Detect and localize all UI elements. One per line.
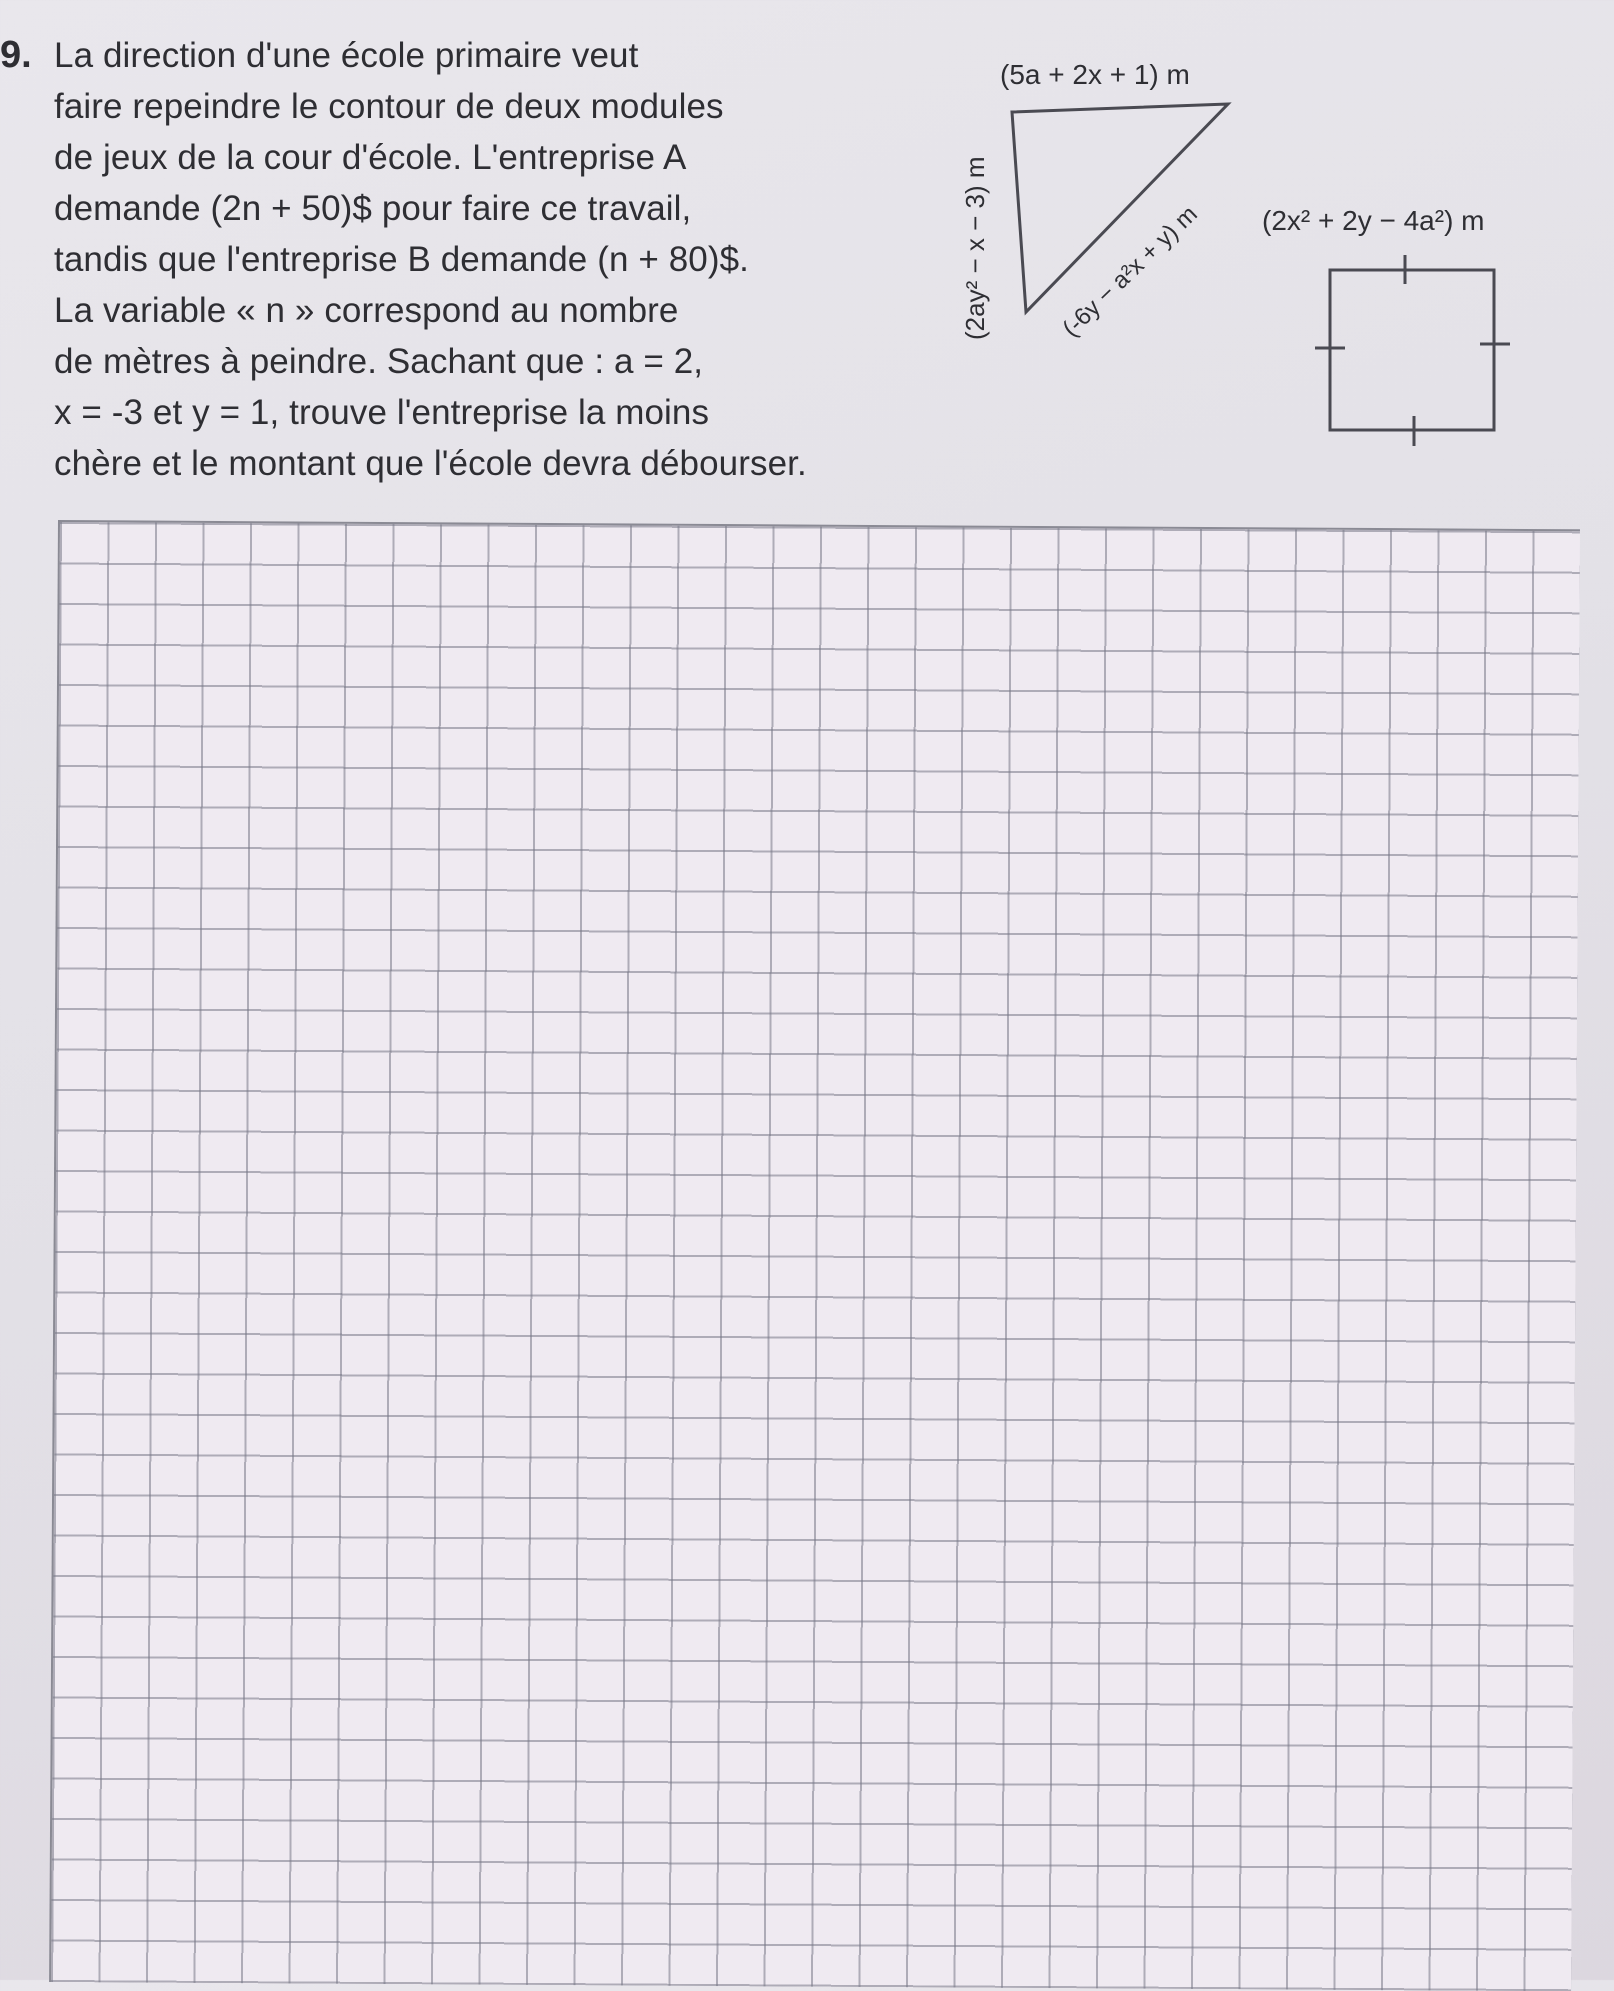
problem-line: La variable « n » correspond au nombre [54,291,679,330]
square-side-label: (2x² + 2y − 4a²) m [1262,205,1485,236]
problem-line: La direction d'une école primaire veut [54,36,639,75]
figures [0,0,1614,520]
square-figure [1262,205,1510,446]
triangle-hyp-label: (-6y − a²x + y) m [1057,200,1203,343]
problem-number: 9. [0,34,32,76]
problem-line: x = -3 et y = 1, trouve l'entreprise la moins [54,393,710,432]
problem-line: chère et le montant que l'école devra débourser. [54,444,807,483]
problem-line: faire repeindre le contour de deux modules [54,87,724,126]
problem-line: de jeux de la cour d'école. L'entreprise A [54,138,687,177]
answer-grid[interactable] [49,520,1580,1991]
triangle-figure [960,59,1228,342]
problem-line: de mètres à peindre. Sachant que : a = 2, [54,342,704,381]
problem-line: demande (2n + 50)$ pour faire ce travail, [54,189,692,228]
problem-line: tandis que l'entreprise B demande (n + 80)$. [54,240,749,279]
square-shape [1330,270,1494,430]
triangle-left-label: (2ay² − x − 3) m [960,156,990,340]
triangle-top-label: (5a + 2x + 1) m [1000,59,1190,90]
